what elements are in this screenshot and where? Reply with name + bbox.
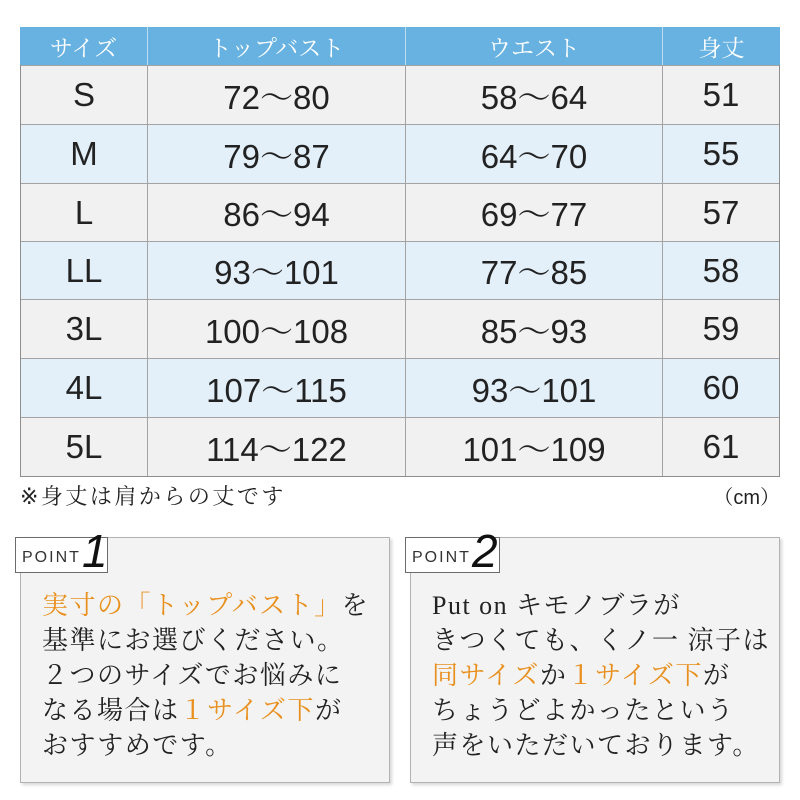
size-table [20,27,780,477]
body-text: が [314,696,343,725]
point-label-text: POINT [412,549,471,566]
cell-top-bust: 93〜101 [147,242,405,299]
point-1-box [20,537,390,783]
cell-waist: 58〜64 [405,66,662,124]
point-number: 1 [82,525,108,577]
table-row [21,183,779,241]
table-row [21,241,779,299]
point-1-line [42,728,369,763]
body-text: が [702,661,731,690]
header-top-bust: トップバスト [147,27,405,65]
cell-waist: 77〜85 [405,242,662,299]
body-text: ちょうどよかったという [432,696,735,725]
table-body [20,65,780,477]
cell-size: 5L [65,428,103,465]
body-text: きつくても、くノ一 涼子は [432,626,771,655]
cell-length: 60 [662,359,779,417]
cell-length: 55 [662,125,779,183]
table-row [21,358,779,417]
cell-size: 4L [65,369,103,406]
point-2-line [432,658,770,693]
body-text: 声をいただいております。 [432,731,760,760]
highlight-text: 同サイズ [432,661,540,690]
point-2-line [432,693,770,728]
point-1-label [15,525,108,577]
cell-length: 59 [662,300,779,358]
highlight-text: １サイズ下 [179,696,315,725]
cell-size: LL [65,251,103,289]
point-2-label [405,525,500,577]
unit-label: （cm） [713,487,780,509]
header-size: サイズ [49,34,118,61]
cell-length: 61 [662,418,779,476]
body-text: おすすめです。 [42,731,233,760]
cell-length: 57 [662,184,779,241]
body-text: ２つのサイズでお悩みに [42,661,343,690]
cell-size: M [70,135,98,172]
cell-waist: 93〜101 [405,359,662,417]
body-text: を [341,591,370,620]
table-row [21,417,779,476]
highlight-text: 実寸の「トップバスト」 [42,591,342,620]
cell-waist: 69〜77 [405,184,662,241]
point-1-text [42,588,369,763]
point-2-text [432,588,770,763]
header-length: 身丈 [662,27,780,65]
point-1-line [42,588,369,623]
point-2-box [410,537,780,783]
cell-length: 51 [662,66,779,124]
header-waist: ウエスト [405,27,662,65]
body-text: なる場合は [42,696,180,725]
cell-size: 3L [65,310,103,347]
body-text: か [539,661,568,690]
cell-top-bust: 72〜80 [147,66,405,124]
cell-top-bust: 100〜108 [147,300,405,358]
point-label-text: POINT [22,549,81,566]
cell-waist: 64〜70 [405,125,662,183]
table-row [21,299,779,358]
cell-waist: 85〜93 [405,300,662,358]
body-text: 基準にお選びください。 [42,626,345,655]
point-2-line [432,588,770,623]
cell-size: S [72,76,95,113]
cell-top-bust: 107〜115 [147,359,405,417]
body-text: Put on キモノブラが [432,591,681,620]
point-1-line [42,693,369,728]
cell-size: L [74,193,94,231]
cell-top-bust: 79〜87 [147,125,405,183]
point-2-line [432,623,770,658]
point-2-line [432,728,770,763]
point-1-line [42,623,369,658]
table-header-row [20,27,780,65]
cell-waist: 101〜109 [405,418,662,476]
table-row [21,124,779,183]
point-1-line [42,658,369,693]
highlight-text: １サイズ下 [567,661,703,690]
measurement-note: ※身丈は肩からの丈です [20,484,286,509]
cell-top-bust: 86〜94 [147,184,405,241]
table-row [21,65,779,124]
point-number: 2 [472,525,498,577]
cell-top-bust: 114〜122 [147,418,405,476]
cell-length: 58 [662,242,779,299]
